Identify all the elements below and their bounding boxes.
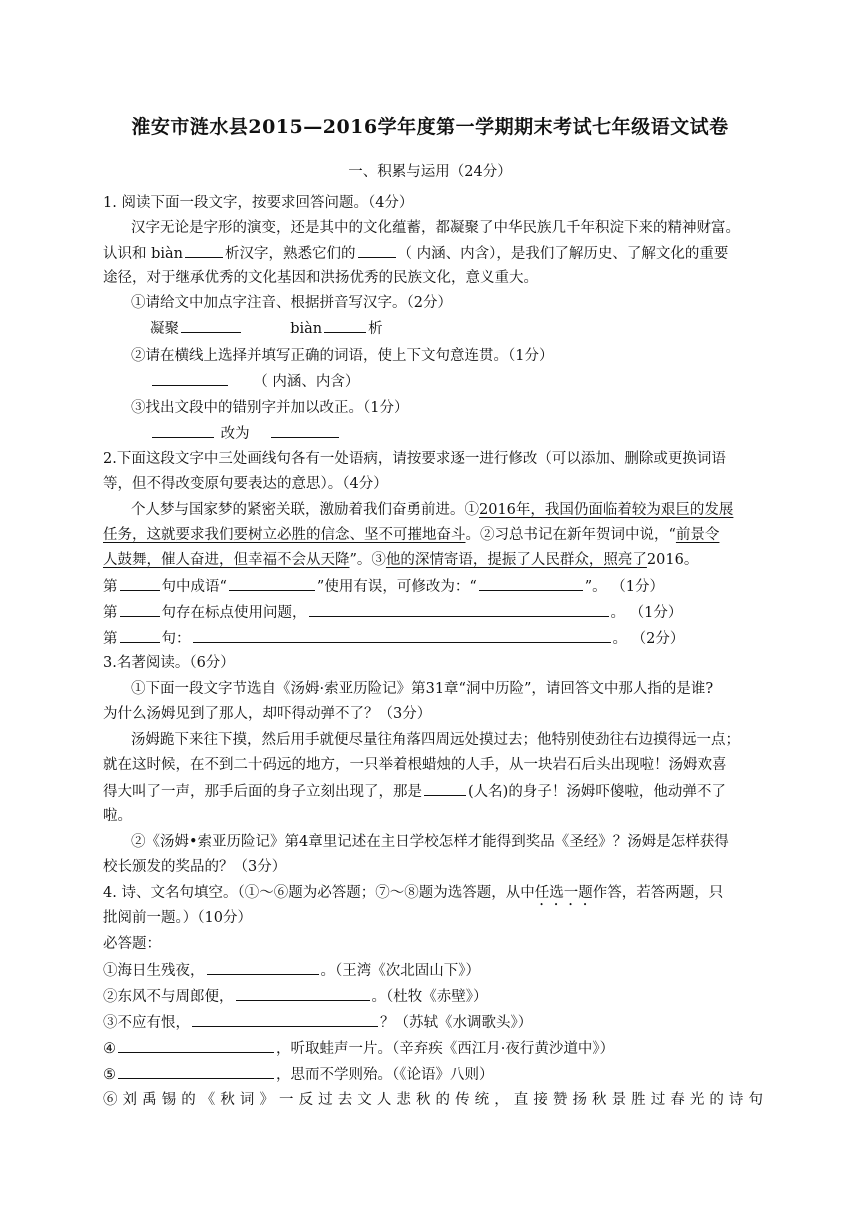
answer-blank[interactable] <box>207 960 319 975</box>
q1-sub2-answer: （ 内涵、内含） <box>150 371 810 392</box>
exam-title: 淮安市涟水县2015—2016学年度第一学期期末考试七年级语文试卷 <box>131 116 729 138</box>
answer-blank[interactable] <box>181 318 241 333</box>
q4-required-label: 必答题： <box>103 936 161 952</box>
q1-sub3-answer: 改为 <box>150 423 810 444</box>
q4-item-1: ①海日生残夜， 。（王湾《次北固山下》） <box>103 960 763 981</box>
q1-sub3: ③找出文段中的错别字并加以改正。（1分） <box>131 400 409 416</box>
q2-paragraph-line: 人鼓舞，催人奋进，但幸福不会从天降”。③他的深情寄语，提振了人民群众，照亮了2016。 <box>103 552 699 568</box>
q3-sub1-cont: 为什么汤姆见到了那人，却吓得动弹不了？（3分） <box>103 706 432 722</box>
answer-blank[interactable] <box>185 243 223 258</box>
answer-blank[interactable] <box>120 628 160 643</box>
q4-heading: 4. 诗、文名句填空。（①～⑥题为必答题；⑦～⑧题为选答题，从中任选一题作答，若答两题，只 <box>103 885 724 901</box>
answer-blank[interactable] <box>120 576 160 591</box>
q1-sub2: ②请在横线上选择并填写正确的词语，使上下文句意连贯。（1分） <box>131 348 554 364</box>
q3-heading: 3.名著阅读。（6分） <box>103 655 235 671</box>
q4-item-5: ⑤ ，思而不学则殆。（《论语》八则） <box>103 1064 763 1085</box>
answer-blank[interactable] <box>118 1064 274 1079</box>
answer-blank[interactable] <box>120 602 160 617</box>
q3-excerpt-line: 汤姆跪下来往下摸，然后用手就便尽量往角落四周远处摸过去；他特别使劲往右边摸得远一点； <box>131 732 740 748</box>
answer-blank[interactable] <box>229 576 315 591</box>
q3-excerpt-line: 就在这时候，在不到二十码远的地方，一只举着根蜡烛的人手，从一块岩石后头出现啦！汤姆欢喜 <box>103 757 727 773</box>
answer-blank[interactable] <box>358 243 396 258</box>
q4-heading-cont: 批阅前一题。）（10分） <box>103 910 252 926</box>
q4-item-2: ②东风不与周郎便， 。（杜牧《赤壁》） <box>103 986 763 1007</box>
q3-excerpt-line: 得大叫了一声，那手后面的身子立刻出现了，那是 (人名)的身子！汤姆吓傻啦，他动弹不了 <box>103 781 763 802</box>
section-heading: 一、积累与运用（24分） <box>348 164 512 180</box>
q3-excerpt-line: 啦。 <box>103 808 132 824</box>
answer-blank[interactable] <box>193 628 611 643</box>
q2-paragraph-line: 任务，这就要求我们要树立必胜的信念、坚不可摧地奋斗。②习总书记在新年贺词中说，“前景令 <box>103 527 720 543</box>
q4-item-6: ⑥刘禹锡的《秋词》一反过去文人悲秋的传统，直接赞扬秋景胜过春光的诗句 <box>103 1092 763 1108</box>
answer-blank[interactable] <box>118 1038 274 1053</box>
q1-sub1: ①请给文中加点字注音、根据拼音写汉字。（2分） <box>131 295 452 311</box>
answer-blank[interactable] <box>152 371 228 386</box>
answer-blank[interactable] <box>192 1012 378 1027</box>
q2-heading: 2.下面这段文字中三处画线句各有一处语病，请按要求逐一进行修改（可以添加、删除或更换词语 <box>103 451 726 467</box>
answer-blank[interactable] <box>479 576 583 591</box>
q1-paragraph-line: 途径，对于继承优秀的文化基因和洪扬优秀的民族文化，意义重大。 <box>103 270 538 286</box>
answer-blank[interactable] <box>152 423 214 438</box>
q1-paragraph-line: 认识和 biàn 析汉字，熟悉它们的 （ 内涵、内含），是我们了解历史、了解文化的重要 <box>103 243 763 264</box>
q1-sub1-answers: 凝聚 biàn 析 <box>150 318 810 339</box>
answer-blank[interactable] <box>236 986 370 1001</box>
q1-paragraph-line: 汉字无论是字形的演变，还是其中的文化蕴蓄，都凝聚了中华民族几千年积淀下来的精神财富。 <box>131 220 740 236</box>
q4-item-4: ④ ，听取蛙声一片。（辛弃疾《西江月·夜行黄沙道中》） <box>103 1038 763 1059</box>
answer-blank[interactable] <box>271 423 339 438</box>
q2-answer-row: 第 句： 。 （2分） <box>103 628 763 649</box>
q3-sub2: ②《汤姆•索亚历险记》第4章里记述在主日学校怎样才能得到奖品《圣经》？汤姆是怎样获得 <box>131 834 729 850</box>
q2-heading-cont: 等，但不得改变原句要表达的意思）。（4分） <box>103 476 388 492</box>
q2-answer-row: 第 句存在标点使用问题， 。 （1分） <box>103 602 763 623</box>
q3-sub1: ①下面一段文字节选自《汤姆·索亚历险记》第31章“洞中历险”，请回答文中那人指的是谁? <box>131 681 714 697</box>
answer-blank[interactable] <box>424 781 466 796</box>
q3-sub2-cont: 校长颁发的奖品的？（3分） <box>103 859 287 875</box>
answer-blank[interactable] <box>309 602 609 617</box>
q4-item-3: ③不应有恨， ？（苏轼《水调歌头》） <box>103 1012 763 1033</box>
q2-answer-row: 第 句中成语“ ”使用有误，可修改为：“ ”。 （1分） <box>103 576 763 597</box>
q1-heading: 1. 阅读下面一段文字，按要求回答问题。（4分） <box>103 195 414 211</box>
q2-paragraph-line: 个人梦与国家梦的紧密关联，激励着我们奋勇前进。①2016年，我国仍面临着较为艰巨的发展 <box>131 502 734 518</box>
answer-blank[interactable] <box>324 318 366 333</box>
